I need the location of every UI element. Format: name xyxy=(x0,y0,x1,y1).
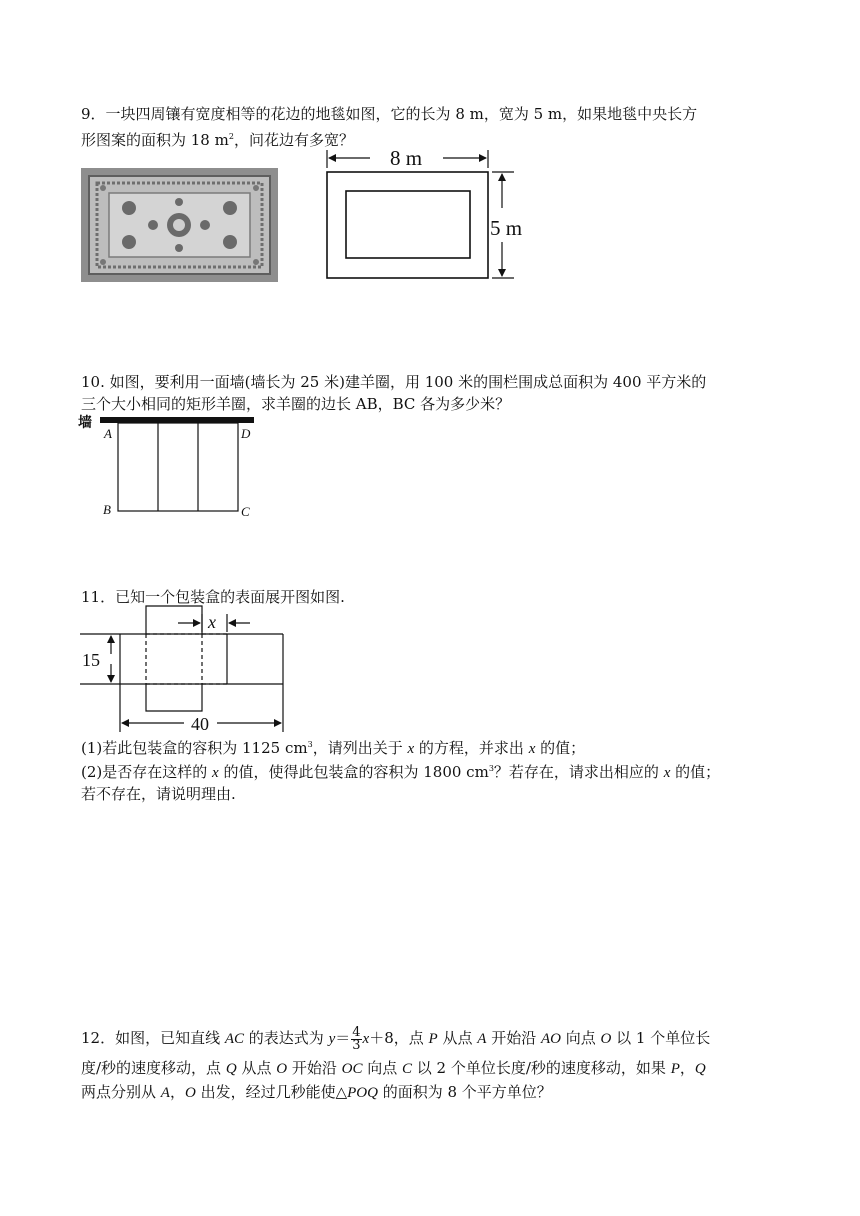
q12-l2-OC: OC xyxy=(341,1061,363,1077)
q12-AO: AO xyxy=(540,1031,561,1047)
point-D: D xyxy=(241,426,251,441)
q12-eq: ＝ xyxy=(335,1029,351,1047)
q9-line-2 xyxy=(81,130,354,150)
point-C: C xyxy=(241,504,250,519)
q11-part-1-var2: x xyxy=(528,741,536,757)
q12-l2-P: P xyxy=(670,1061,680,1077)
q9-line-2b: ，问花边有多宽？ xyxy=(233,131,354,149)
q12-l3-A: A xyxy=(160,1085,170,1101)
q11-part-1a: (1)若此包装盒的容积为 1125 cm xyxy=(81,739,308,757)
q12-l2-O: O xyxy=(276,1061,288,1077)
q11-part-2-sup: 3 xyxy=(488,764,494,773)
q12-line-1 xyxy=(81,1024,710,1053)
q12-l1f: 向点 xyxy=(560,1029,601,1047)
q11-part-2c: ？若存在，请求出相应的 xyxy=(493,763,664,781)
q11-part-2-var: x xyxy=(212,765,219,781)
q12-l2b: 从点 xyxy=(236,1059,277,1077)
box-width-label: 40 xyxy=(191,714,209,734)
q11-part-1 xyxy=(81,738,585,759)
q11-part-1c: 的方程，并求出 xyxy=(414,739,529,757)
q11-line-1: 11．已知一个包装盒的表面展开图如图. xyxy=(81,588,345,606)
carpet-length-label: 8 m xyxy=(389,146,423,170)
box-x-label: x xyxy=(208,612,216,632)
q12-P: P xyxy=(428,1031,438,1047)
q11-part-1-sup: 3 xyxy=(307,740,313,749)
q12-l2-Q2: Q xyxy=(694,1061,706,1077)
q12-l3-O: O xyxy=(184,1085,196,1101)
q10-line-1: 10. 如图，要利用一面墙(墙长为 25 米)建羊圈，用 100 米的围栏围成总面积为 400 平方米的 xyxy=(81,373,707,391)
q12-l1a: 12．如图，已知直线 xyxy=(81,1029,225,1047)
carpet-photo xyxy=(81,168,278,282)
carpet-width-label: 5 m xyxy=(490,216,523,240)
q11-part-3: 若不存在，请说明理由. xyxy=(81,785,236,803)
q12-l2f: ， xyxy=(679,1059,695,1077)
q11-part-2d: 的值； xyxy=(670,763,721,781)
q12-frac-den: 3 xyxy=(352,1037,361,1053)
q12-POQ: POQ xyxy=(347,1085,378,1101)
q12-l1b: 的表达式为 xyxy=(244,1029,329,1047)
q12-l1g: 以 1 个单位长 xyxy=(611,1029,711,1047)
sheep-pen-diagram xyxy=(78,410,268,522)
q12-x: x xyxy=(362,1031,370,1047)
wall xyxy=(100,417,254,423)
q9-line-1: 9．一块四周镶有宽度相等的花边的地毯如图，它的长为 8 m，宽为 5 m，如果地毯中央长方 xyxy=(81,105,698,123)
q11-part-1-var: x xyxy=(407,741,415,757)
q11-part-2-var2: x xyxy=(663,765,671,781)
q12-l2-C: C xyxy=(402,1061,413,1077)
q12-A: A xyxy=(477,1031,487,1047)
q12-AC: AC xyxy=(224,1031,245,1047)
q10-line-2: 三个大小相同的矩形羊圈，求羊圈的边长 AB，BC 各为多少米？ xyxy=(81,395,511,413)
q12-fraction xyxy=(351,1024,361,1053)
q9-line-2a: 形图案的面积为 18 m xyxy=(81,131,229,149)
q12-l2c: 开始沿 xyxy=(287,1059,342,1077)
q12-l1c: ＋8，点 xyxy=(369,1029,429,1047)
box-height-label: 15 xyxy=(82,650,100,670)
q12-l2a: 度/秒的速度移动，点 xyxy=(81,1059,226,1077)
q12-O: O xyxy=(600,1031,612,1047)
q12-l3a: 两点分别从 xyxy=(81,1083,161,1101)
box-net-diagram xyxy=(80,606,300,736)
q12-frac-num: 4 xyxy=(352,1024,361,1040)
q11-part-1d: 的值； xyxy=(535,739,586,757)
q11-part-2a: (2)是否存在这样的 xyxy=(81,763,213,781)
q12-l1e: 开始沿 xyxy=(486,1029,541,1047)
q12-l2-Q: Q xyxy=(225,1061,237,1077)
q12-l2e: 以 2 个单位长度/秒的速度移动，如果 xyxy=(412,1059,671,1077)
q12-l3b: ， xyxy=(169,1083,185,1101)
q9-sup: 2 xyxy=(228,132,234,141)
carpet-diagram xyxy=(318,144,548,284)
q12-line-2 xyxy=(81,1058,706,1079)
q12-l3c: 出发，经过几秒能使△ xyxy=(195,1083,348,1101)
q12-l2d: 向点 xyxy=(362,1059,402,1077)
q12-l1d: 从点 xyxy=(437,1029,478,1047)
q12-y: y xyxy=(328,1031,336,1047)
q11-part-2b: 的值，使得此包装盒的容积为 1800 cm xyxy=(218,763,489,781)
point-A: A xyxy=(104,426,112,441)
q12-l3d: 的面积为 8 个平方单位？ xyxy=(377,1083,552,1101)
point-B: B xyxy=(103,502,111,517)
q12-line-3 xyxy=(81,1082,552,1103)
q11-part-2 xyxy=(81,762,720,783)
q11-part-1b: ，请列出关于 xyxy=(312,739,408,757)
wall-label: 墙 xyxy=(78,415,92,431)
